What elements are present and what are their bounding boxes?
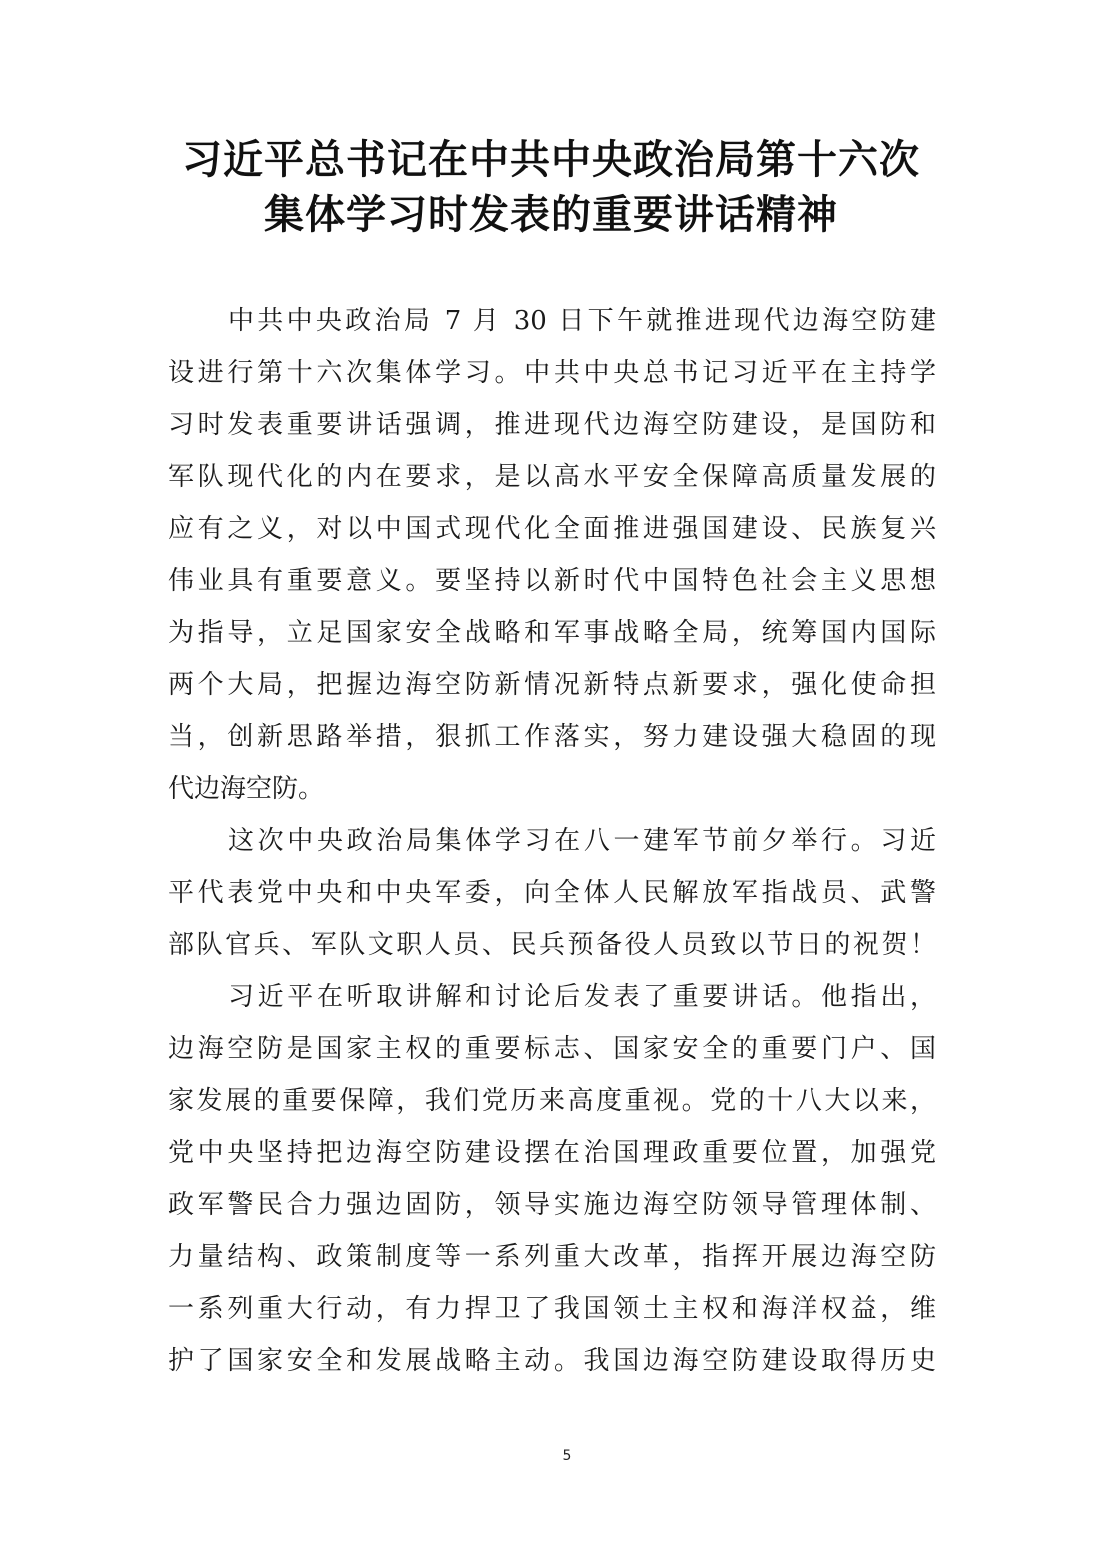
page-number: 5 <box>562 1448 572 1464</box>
paragraph-line: 两个大局，把握边海空防新情况新特点新要求，强化使命担 <box>168 670 936 700</box>
paragraph-line: 设进行第十六次集体学习。中共中央总书记习近平在主持学 <box>168 358 936 388</box>
document-body <box>168 295 936 1387</box>
paragraph-line: 平代表党中央和中央军委，向全体人民解放军指战员、武警 <box>168 878 936 908</box>
paragraph-2 <box>168 815 936 971</box>
paragraph-line: 一系列重大行动，有力捍卫了我国领土主权和海洋权益，维 <box>168 1294 936 1324</box>
paragraph-line: 当，创新思路举措，狠抓工作落实，努力建设强大稳固的现 <box>168 722 936 752</box>
paragraph-line: 护了国家安全和发展战略主动。我国边海空防建设取得历史 <box>168 1346 936 1376</box>
paragraph-line: 边海空防是国家主权的重要标志、国家安全的重要门户、国 <box>168 1034 936 1064</box>
title-line-2: 集体学习时发表的重要讲话精神 <box>264 191 838 238</box>
document-title <box>150 132 952 242</box>
title-line-1: 习近平总书记在中共中央政治局第十六次 <box>182 136 920 183</box>
paragraph-line: 伟业具有重要意义。要坚持以新时代中国特色社会主义思想 <box>168 566 936 596</box>
paragraph-line: 习近平在听取讲解和讨论后发表了重要讲话。他指出， <box>228 982 936 1012</box>
paragraph-line: 党中央坚持把边海空防建设摆在治国理政重要位置，加强党 <box>168 1138 936 1168</box>
paragraph-line: 力量结构、政策制度等一系列重大改革，指挥开展边海空防 <box>168 1242 936 1272</box>
paragraph-1 <box>168 295 936 815</box>
paragraph-line: 政军警民合力强边固防，领导实施边海空防领导管理体制、 <box>168 1190 936 1220</box>
paragraph-line: 应有之义，对以中国式现代化全面推进强国建设、民族复兴 <box>168 514 936 544</box>
paragraph-line: 部队官兵、军队文职人员、民兵预备役人员致以节日的祝贺！ <box>168 930 936 960</box>
paragraph-3 <box>168 971 936 1387</box>
paragraph-line: 中共中央政治局 7 月 30 日下午就推进现代边海空防建 <box>228 306 936 336</box>
paragraph-line: 家发展的重要保障，我们党历来高度重视。党的十八大以来， <box>168 1086 936 1116</box>
paragraph-line: 军队现代化的内在要求，是以高水平安全保障高质量发展的 <box>168 462 936 492</box>
paragraph-line: 为指导，立足国家安全战略和军事战略全局，统筹国内国际 <box>168 618 936 648</box>
paragraph-line: 代边海空防。 <box>168 774 325 804</box>
paragraph-line: 习时发表重要讲话强调，推进现代边海空防建设，是国防和 <box>168 410 936 440</box>
paragraph-line: 这次中央政治局集体学习在八一建军节前夕举行。习近 <box>228 826 936 856</box>
